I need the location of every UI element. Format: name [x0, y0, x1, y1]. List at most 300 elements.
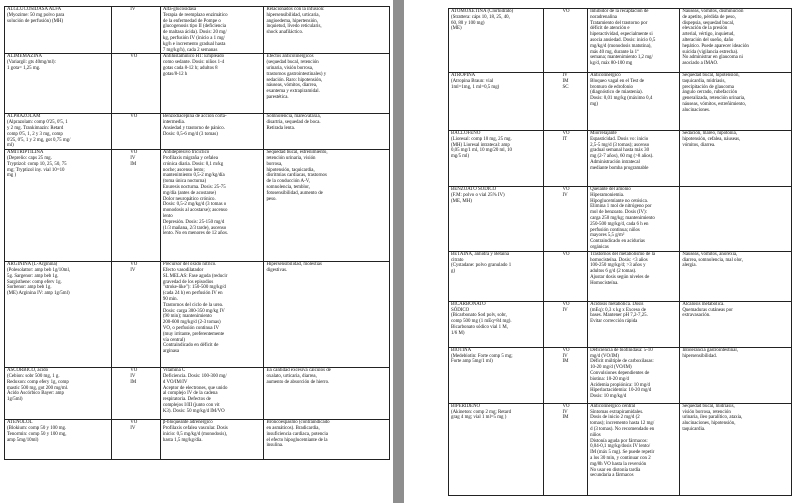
indications-line: inicio: 0,5 mg/kg/d (monodosis),	[162, 431, 228, 437]
route-line: VO	[562, 403, 570, 409]
indications-line: Trastornos del ciclo de la urea.	[162, 302, 224, 308]
drug-name-line: Ácido Ascórbico Bayer: amp	[7, 391, 64, 397]
adverse-effects-line: insulina.	[266, 443, 284, 449]
adverse-effects-line: Alcalosis metabólica.	[682, 301, 725, 307]
adverse-effects-line: Sequedad bucal, hipotensión,	[682, 73, 740, 78]
drug-name-cell	[449, 301, 544, 347]
drug-name-line: 1g/5ml)	[7, 397, 23, 403]
adverse-effects-cell	[680, 9, 792, 73]
adverse-effects-line: angioedema, hipertensión,	[266, 18, 318, 24]
route-line: IV	[130, 373, 136, 379]
adverse-effects-line: urinaria, visión borrosa,	[266, 65, 314, 71]
route-line: VO	[130, 368, 138, 374]
adverse-effects-line: Sequedad bucal, midriasis,	[682, 403, 735, 409]
indications-line: niños	[590, 432, 601, 438]
indications-line: Contraindicado en acidurias	[590, 239, 645, 245]
drug-name-line: Redoxon: comp efery 1g, comp	[7, 379, 69, 385]
drug-name-line: g)	[451, 269, 456, 275]
route-line: IM	[562, 415, 569, 421]
indications-line: Efecto vasodilatador	[162, 267, 204, 273]
indications-line: asocia ansiedad. Dosis: inicio 0,5	[590, 37, 656, 43]
drug-row	[5, 262, 390, 368]
drug-name-line: ATENOLOL	[7, 420, 33, 426]
indications-line: Síntomas extrapiramidales.	[590, 409, 644, 415]
drug-name-line: 5g. Sargenor: amp beb 1g.	[7, 273, 59, 279]
indications-line: mg/d (VO/IM)	[590, 353, 620, 359]
indications-line: Espasticidad. Dosis vo: inicio	[590, 136, 649, 142]
indications-line: homocisteína. Dosis: <3 años	[590, 257, 648, 263]
indications-line: Anticolinérgico	[590, 73, 621, 78]
indications-line: gravedad de los episodios	[162, 279, 214, 285]
adverse-effects-line: insuficiencia cardiaca, potencia	[266, 431, 328, 437]
drug-name-line: (Polesolattor: amp beb 1g/10ml,	[7, 267, 71, 273]
adverse-effects-line: visión borrosa, retención	[682, 409, 731, 415]
adverse-effects-cell	[680, 347, 792, 403]
indications-line: 90 min.	[162, 296, 178, 302]
indications-cell	[588, 403, 680, 495]
adverse-effects-line: (sequedad bucal, retención	[266, 60, 319, 66]
indications-cell	[160, 150, 264, 262]
route-line: IV	[562, 192, 568, 198]
indications-line: Dosis: 0,5-2 mg/kg/d (3 tomas o	[162, 202, 227, 208]
indications-line: semana; mantenimiento 1,2 mg/	[590, 55, 653, 61]
drug-name-line: 1/6 M)	[451, 330, 465, 336]
adverse-effects-line: taquicardia.	[682, 426, 706, 432]
adverse-effects-cell	[680, 131, 792, 187]
drug-name-line: mg; Tryptizol iny. vial 10=10	[7, 167, 65, 173]
adverse-effects-line: extravasación.	[682, 313, 711, 319]
indications-line: kg/h e incremento gradual hasta	[162, 41, 226, 47]
drug-name-cell	[449, 187, 544, 252]
adverse-effects-line: Efectos anticolinérgicos	[266, 54, 314, 60]
adverse-effects-cell	[680, 187, 792, 252]
indications-line: de maltasa ácida). Dosis: 20 mg/	[162, 30, 227, 36]
indications-cell	[588, 301, 680, 347]
indications-line: vía central)	[162, 337, 186, 343]
adverse-effects-line: arterial, vértigo, inquietud,	[682, 32, 735, 38]
drug-name-line: grag 4 mg; vial 1 ml=5 mg )	[451, 415, 507, 421]
route-line: VO	[130, 420, 138, 426]
indications-cell	[160, 262, 264, 368]
adverse-effects-line: oxalato, urticaria, diarrea,	[266, 373, 317, 379]
drug-name-line: (Alprazolam: comp 0'25, 0'5, 1	[7, 120, 68, 126]
indications-line: Antidepresivo tricíclico	[162, 150, 210, 156]
drug-name-line: ALPRAZOLAM	[7, 114, 41, 120]
route-line: IV	[130, 425, 136, 431]
drug-name-cell	[5, 54, 112, 114]
indications-line: Tratamiento del trastorno por	[590, 20, 648, 26]
indications-line: Benzodiacepina de acción corta-	[162, 114, 227, 120]
drug-name-line: (Akineton: comp 2 mg; Retard	[451, 409, 512, 415]
indications-line: tomas); incremento hasta 12 mg/	[590, 421, 655, 427]
adverse-effects-line: dispepsia, sequedad bucal,	[682, 20, 735, 26]
route-cell	[112, 7, 161, 54]
indications-line: Dosis: 0,01 mg/kg (máximo 0,4	[590, 96, 653, 102]
drug-name-line: 0,05 mg/1 ml, 10 mg/20 ml, 10	[451, 148, 512, 154]
drug-name-line: Tenormin: comp 50 y 100 mg,	[7, 431, 67, 437]
adverse-effects-cell	[264, 420, 390, 460]
indications-line: mg/día (antes de acostarse)	[162, 190, 216, 196]
route-cell	[112, 150, 161, 262]
drug-name-line: AMITRIPTILINA	[7, 150, 44, 156]
adverse-effects-line: Hipersensibilidad, molestias	[266, 262, 322, 268]
indications-line: orgánicas	[590, 244, 609, 250]
adverse-effects-line: Retirada lenta.	[266, 125, 295, 131]
adverse-effects-line: generalizada, retención urinaria,	[682, 96, 746, 102]
drug-name-line: (Atropina Braun: vial	[451, 78, 494, 84]
adverse-effects-line: el efecto hipoglucemiante de la	[266, 437, 328, 443]
adverse-effects-cell	[680, 403, 792, 495]
indications-line: Contraindicado en déficit de	[162, 343, 219, 349]
drug-name-line: BICARBONATO	[451, 301, 486, 307]
route-cell	[112, 420, 161, 460]
indications-line: al complejo IV de la cadena	[162, 391, 218, 397]
indications-line: Acidemia propiónica: 10 mg/d	[590, 382, 650, 388]
route-line: VO	[130, 150, 138, 156]
drug-name-line: 1 gota= 1,25 mg.	[7, 65, 41, 71]
indications-line: gotas/8-12 h	[162, 71, 188, 77]
drug-name-line: (Blokium: comp 50 y 100 mg.	[7, 425, 67, 431]
drug-name-line: citrato	[451, 257, 464, 263]
route-cell	[112, 262, 161, 368]
indications-line: kg/d, máx 80-100 mg	[590, 61, 633, 67]
indications-line: (1/3 mañana, 2/3 tarde), ascenso	[162, 225, 227, 231]
indications-line: β-bloqueante adrenérgico	[162, 420, 213, 426]
adverse-effects-line: asociado a IMAO.	[682, 61, 719, 67]
indications-line: Precursor del óxido nítrico.	[162, 262, 217, 268]
drug-name-line: (Lioresal: comp 10 mg, 25 mg.	[451, 136, 512, 142]
indications-cell	[160, 368, 264, 420]
drug-name-line: ml)	[7, 143, 14, 149]
drug-name-line: (ME, MH)	[451, 198, 472, 204]
drug-name-line: 60, 80 y 100 mg)	[451, 20, 485, 26]
indications-line: 250-500 mg/kg/d, cada 6 h en	[590, 221, 649, 227]
drug-name-line: (Cebion: sobr 500 mg, 1 g.	[7, 373, 60, 379]
drug-row	[449, 301, 792, 347]
drug-name-line: 1ml=1mg, 1 ml=0,5 mg)	[451, 84, 500, 90]
drug-row	[5, 420, 390, 460]
adverse-effects-line: hipotensión, cefalea, náuseas,	[682, 136, 741, 142]
indications-line: Elimina 1 mol de nitrógeno por	[590, 204, 652, 210]
indications-line: Dosis de inicio 2 mg/d (2	[590, 415, 640, 421]
drug-name-line: mg )	[7, 173, 17, 179]
adverse-effects-cell	[264, 7, 390, 54]
indications-line: mg/kg/d (monodosis matutina),	[590, 43, 652, 49]
adverse-effects-line: disritmias cardiacas, trastornos	[266, 173, 327, 179]
indications-line: Dolor neuropático crónico.	[162, 196, 216, 202]
drug-name-line: (Cystadane: polvo granulado 1	[451, 263, 512, 269]
drug-name-line: mastic 500 mg, got 200 mg/ml.	[7, 385, 69, 391]
drug-name-cell	[449, 251, 544, 301]
indications-line: monodosis al acostarse); ascenso	[162, 208, 228, 214]
adverse-effects-line: Intolerancia gastrointestinal,	[682, 347, 738, 353]
adverse-effects-line: alergia.	[682, 263, 697, 269]
route-line: VO	[562, 187, 570, 192]
indications-line: mayores 5,5 g/m²	[590, 233, 625, 239]
indications-line: Homocisteína.	[590, 280, 619, 286]
adverse-effects-line: vómitos, diarrea.	[682, 142, 716, 148]
route-line: IM	[562, 78, 569, 84]
route-cell	[544, 301, 588, 347]
drug-row	[449, 131, 792, 187]
indications-line: mg)	[590, 101, 598, 107]
drug-name-line: Sorbenor: amp beb 1g.	[7, 285, 52, 291]
drug-row	[5, 54, 390, 114]
drug-row	[449, 9, 792, 73]
drug-name-cell	[5, 7, 112, 54]
indications-line: 7 mg/kg/h), cada 2 semanas	[162, 47, 218, 53]
adverse-effects-line: fotosensibilidad, aumento de	[266, 190, 323, 196]
route-line: IV	[562, 307, 568, 313]
adverse-effects-cell	[264, 114, 390, 150]
route-line: VO	[562, 9, 570, 14]
adverse-effects-line: parestética.	[266, 94, 289, 100]
drug-name-line: mg/5 ml)	[451, 154, 470, 160]
indications-line: bases. Mantener pH 7,2-7,25.	[590, 313, 648, 319]
route-line: IT	[562, 136, 568, 142]
adverse-effects-line: aumento de absorción de hierro.	[266, 379, 330, 385]
adverse-effects-line: inquietud, lívedo reticularis,	[266, 24, 322, 30]
indications-line: Administración intratecal	[590, 159, 640, 165]
indications-line: Evitar corrección rápida	[590, 319, 638, 325]
adverse-effects-line: precipitación de glaucoma	[682, 84, 734, 90]
indications-line: Profilaxis cefalea vascular. Dosis	[162, 425, 228, 431]
indications-line: mol de benzoato. Dosis (IV):	[590, 210, 647, 216]
indications-cell	[160, 114, 264, 150]
adverse-effects-line: Relacionados con la infusión:	[266, 7, 325, 12]
indications-line: Dosis: 10 mg/kg/d	[590, 394, 627, 400]
adverse-effects-line: hipersensibilidad.	[682, 353, 717, 359]
adverse-effects-line: urinaria, íleo paralítico, ataxia,	[682, 415, 743, 421]
drug-name-line: ATOMOXETINA (Clorhidrato)	[451, 9, 514, 14]
indications-line: carga 250 mg/kg; mantenimiento	[590, 215, 655, 221]
drug-name-line: (Bicarbonato Sod polv, sobr,	[451, 313, 507, 319]
indications-line: (diagnóstico de miastenia).	[590, 90, 643, 96]
route-line: IM	[562, 359, 569, 365]
indications-line: Hipoglucemiante no cetósica.	[590, 198, 649, 204]
indications-line: No usar en distonía tardía	[590, 467, 641, 473]
adverse-effects-line: diarrea, somnolencia, mal olor,	[682, 257, 743, 263]
indications-line: (90 min); mantenimiento	[162, 314, 212, 320]
indications-line: 2,5-5 mg/d (3 tomas); ascenso	[590, 142, 650, 148]
route-line: IV	[562, 353, 568, 359]
indications-line: adultos 6 g/d (2 tomas).	[590, 269, 637, 275]
adverse-effects-line: sedación. Raro: hipotensión,	[266, 77, 323, 83]
indications-line: hiperactividad, especialmente si	[590, 32, 653, 38]
indications-cell	[588, 187, 680, 252]
drug-name-line: BIPERIDENO	[451, 403, 481, 409]
adverse-effects-line: de apetito, pérdida de peso,	[682, 14, 736, 20]
indications-line: como sedante. Dosis: niños 1-4	[162, 60, 225, 66]
indications-line: Antihistamínico H1: Empleado	[162, 54, 225, 60]
adverse-effects-cell	[680, 301, 792, 347]
adverse-effects-cell	[264, 54, 390, 114]
indications-line: complejos I/III (junto con vit	[162, 402, 220, 408]
indications-line: mantenimiento 0,5-2 mg/kg/día	[162, 173, 225, 179]
drug-name-cell	[5, 420, 112, 460]
indications-line: (cada 24 h) en perfusión IV en	[162, 291, 223, 297]
indications-line: Dosis: 0,5-6 mg/d (3 tomas)	[162, 131, 218, 137]
indications-line: VO, o perfusión continua IV	[162, 325, 219, 331]
indications-line: noradrenalina	[590, 14, 617, 20]
indications-line: d (3 tomas). No recomendado en	[590, 426, 655, 432]
route-cell	[544, 9, 588, 73]
indications-line: Quelante del amonio	[590, 187, 631, 192]
indications-line: biotina: 10-20 mg/d	[590, 376, 629, 382]
drug-table-left-body	[5, 7, 390, 460]
indications-line: Deficiencia de biotinidasa: 5-10	[590, 347, 653, 353]
route-line: VO	[562, 131, 570, 136]
indications-cell	[160, 54, 264, 114]
indications-line: IM (máx 5 mg). Se puede repetir	[590, 450, 655, 456]
drug-name-cell	[449, 73, 544, 131]
indications-cell	[160, 420, 264, 460]
indications-line: Trastornos del metabolismo de la	[590, 251, 656, 257]
route-cell	[112, 54, 161, 114]
drug-name-line: ALGLUCOSIDASA ALFA	[7, 7, 62, 12]
adverse-effects-line: Broncoespasmo (contraindicado	[266, 420, 330, 426]
drug-name-cell	[449, 347, 544, 403]
indications-line: noche; ascenso lento;	[162, 167, 205, 173]
indications-line: de la enfermedad de Pompe o	[162, 18, 221, 24]
adverse-effects-cell	[680, 251, 792, 301]
adverse-effects-line: elevación de la presión	[682, 26, 728, 32]
indications-line: arginasa	[162, 349, 180, 355]
drug-row	[449, 73, 792, 131]
adverse-effects-line: disartria, sequedad de boca.	[266, 120, 321, 126]
indications-line: 200-600 mg/kg/d (2-3 tomas)	[162, 320, 221, 326]
route-cell	[544, 403, 588, 495]
adverse-effects-line: Náuseas, vómitos, anorexia,	[682, 251, 738, 257]
route-cell	[544, 131, 588, 187]
indications-line: lento. No en menores de 12 años.	[162, 231, 229, 237]
adverse-effects-line: en asmáticos). Bradicardia,	[266, 425, 320, 431]
adverse-effects-line: borrosa,	[266, 161, 283, 167]
drug-name-cell	[449, 9, 544, 73]
drug-name-line: (F.M: polvo o vial 25% IV)	[451, 192, 505, 198]
route-line: IV	[562, 73, 568, 78]
indications-line: déficit de atención e	[590, 26, 630, 32]
drug-name-line: ALIMEMAZINA	[7, 54, 43, 60]
drug-name-cell	[5, 262, 112, 368]
indications-line: Ansiedad y trastorno de pánico.	[162, 125, 225, 131]
route-cell	[544, 73, 588, 131]
route-cell	[112, 368, 161, 420]
drug-name-cell	[449, 131, 544, 187]
drug-name-line: SÓDICO	[451, 307, 470, 313]
adverse-effects-cell	[264, 150, 390, 262]
drug-name-line: (Variargil: gts 40mg/ml):	[7, 60, 56, 66]
adverse-effects-line: hipersensibilidad, urticaria,	[266, 12, 320, 18]
adverse-effects-line: hepático. Puede aparecer ideación	[682, 43, 749, 49]
adverse-effects-line: alucinaciones.	[682, 107, 711, 113]
indications-line: Déficit múltiple de carboxilasas:	[590, 359, 654, 365]
indications-line: 0,04-0,1 mg/kg/dosis IV lento/	[590, 444, 651, 450]
indications-line: hasta 1,5 mg/kg/día.	[162, 437, 203, 443]
adverse-effects-line: taquicardia, midriasis,	[682, 78, 726, 84]
adverse-effects-line: exantema y extrapiramidal.	[266, 89, 320, 95]
drug-name-line: (ME) Arginina IV: amp 1g/5ml)	[7, 291, 70, 297]
route-cell	[112, 114, 161, 150]
indications-line: gotas cada 8-12 h; adultos 8	[162, 65, 218, 71]
route-line: SC	[562, 84, 569, 90]
drug-name-line: (ME)	[451, 26, 462, 32]
adverse-effects-line: No administrar en glaucoma ni	[682, 55, 743, 61]
indications-line: (muy irritante, preferentemente	[162, 331, 225, 337]
indications-line: 10-20 mg/d (VO/IM)	[590, 365, 632, 371]
drug-name-line: (Strattera: cáps 10, 18, 25, 40,	[451, 14, 510, 20]
drug-name-line: BACLOFENO	[451, 131, 481, 136]
drug-name-line: amp 5mg/10ml)	[7, 437, 39, 443]
indications-line: mg (2-7 años), 60 mg (>8 años).	[590, 154, 654, 160]
indications-line: Dosis: carga 300-350 mg/kg IV	[162, 308, 225, 314]
adverse-effects-cell	[264, 368, 390, 420]
drug-name-line: Sargisthene: comp eferv 1g.	[7, 279, 62, 285]
drug-name-line: solución de perfusión) (MH)	[7, 18, 64, 24]
route-line: IV	[130, 155, 136, 161]
indications-line: d VO/IM/IV	[162, 379, 188, 385]
indications-line: Hiperamoniemia.	[590, 192, 625, 198]
drug-name-cell	[5, 114, 112, 150]
indications-line: Alfa-glucosidasa	[162, 7, 197, 12]
indications-line: Inhibidor de la recaptación de	[590, 9, 649, 14]
route-line: VO	[130, 114, 138, 120]
page-gutter	[393, 0, 404, 503]
adverse-effects-line: náuseas, vómitos, diarrea,	[266, 83, 318, 89]
indications-line: Profilaxis migraña y cefalea	[162, 155, 218, 161]
indications-line: crónica diaria. Dosis: 0,1 m/kg	[162, 161, 224, 167]
route-line: VO	[130, 54, 138, 60]
adverse-effects-line: náuseas, vómitos, estreñimiento,	[682, 101, 747, 107]
route-line: VO	[130, 262, 138, 268]
indications-line: Distonía aguda por fármacos:	[590, 438, 648, 444]
drug-table-right-body	[449, 9, 792, 496]
indications-cell	[588, 131, 680, 187]
adverse-effects-line: retención urinaria, visión	[266, 155, 316, 161]
route-line: IV	[562, 409, 568, 415]
drug-row	[449, 251, 792, 301]
indications-line: Deficiencia. Dosis: 100-300 mg/	[162, 373, 227, 379]
adverse-effects-line: digestivas.	[266, 267, 288, 273]
adverse-effects-line: somnolencia, temblor,	[266, 184, 310, 190]
drug-name-line: (Deprelio: caps 25 mg.	[7, 155, 52, 161]
indications-line: Convulsiones dependientes de	[590, 370, 650, 376]
drug-name-line: comp 0'5, 1, 2 y 3 mg, comp	[7, 131, 63, 137]
adverse-effects-line: alteración del sueño, daño	[682, 37, 734, 43]
drug-table-left	[4, 6, 390, 460]
indications-line: kg, perfusión IV (inicio a 1 mg/	[162, 35, 225, 41]
drug-name-line: BENZOATO SÓDICO	[451, 187, 497, 192]
indications-cell	[588, 9, 680, 73]
adverse-effects-line: hipotensión, taquicardia,	[266, 167, 315, 173]
indications-line: Bloqueo vagal en el Test de	[590, 78, 645, 84]
indications-line: Acidosis metabólica. Dosis	[590, 301, 644, 307]
drug-table-right	[448, 8, 792, 496]
indications-line: Anticolinérgico central	[590, 403, 636, 409]
adverse-effects-cell	[264, 262, 390, 368]
adverse-effects-line: Sequedad bucal, estreñimiento,	[266, 150, 328, 156]
adverse-effects-line: Quemaduras cutáneas por	[682, 307, 733, 313]
route-line: IM	[130, 161, 137, 167]
drug-row	[5, 7, 390, 54]
drug-row	[449, 187, 792, 252]
adverse-effects-cell	[680, 73, 792, 131]
adverse-effects-line: Sedación, mareo, hipotonía,	[682, 131, 738, 136]
drug-name-line: Tryptizol: comp 10, 25, 50, 75	[7, 161, 67, 167]
drug-name-line: comp 500 mg (1 mEq=84 mg).	[451, 319, 512, 325]
drug-name-cell	[5, 150, 112, 262]
drug-name-line: ASCÓRBICO, ácido	[7, 368, 49, 374]
